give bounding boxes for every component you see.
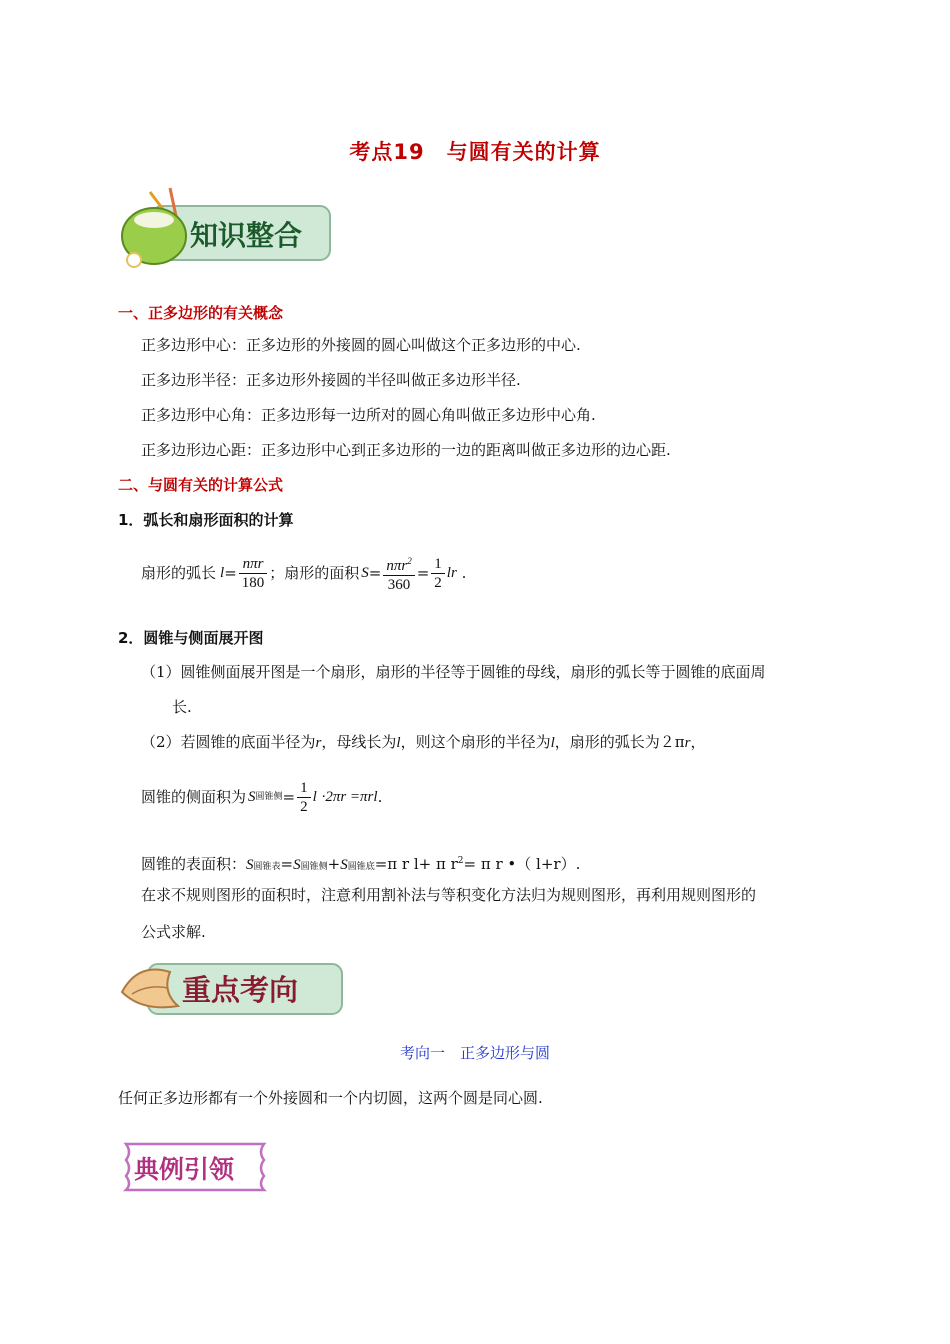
area-fraction [383, 552, 414, 594]
area-label: ；扇形的面积 [269, 564, 360, 582]
area-tail: lr [446, 565, 457, 581]
knowledge-banner [118, 186, 334, 272]
section1-heading: 一、正多边形的有关概念 [118, 304, 284, 322]
arc-denominator: 180 [241, 574, 265, 591]
arc-area-formula: 扇形的弧长 l = $\frac{\text{nπr}}{180}$ ；扇形的面积 S = $\frac{n\pi r^2}{360}$ = $\frac{1}{2}$ lr . [141, 550, 466, 596]
section2-sub1: 1．弧长和扇形面积的计算 [118, 511, 294, 529]
lateral-subscript: 圆锥侧 [255, 792, 283, 802]
section1-line: 正多边形中心：正多边形的外接圆的圆心叫做这个正多边形的中心. [141, 336, 581, 354]
cone-paragraph-1-cont: 长. [172, 698, 192, 716]
lateral-label: 圆锥的侧面积为 [141, 788, 247, 806]
focus1-text: 任何正多边形都有一个外接圆和一个内切圆，这两个圆是同心圆. [118, 1089, 543, 1107]
arc-fraction [239, 555, 268, 592]
cone-paragraph-3-cont: 公式求解. [141, 923, 206, 941]
cone-paragraph-1: （1）圆锥侧面展开图是一个扇形，扇形的半径等于圆锥的母线，扇形的弧长等于圆锥的底面周 [141, 663, 766, 681]
section1-line: 正多边形边心距：正多边形中心到正多边形的一边的距离叫做正多边形的边心距. [141, 441, 671, 459]
lateral-tail: ·2πr =πrl [321, 789, 378, 805]
arc-numerator: nπr [239, 555, 268, 574]
arc-var: l [220, 565, 225, 581]
section1-line: 正多边形中心角：正多边形每一边所对的圆心角叫做正多边形中心角. [141, 406, 596, 424]
section2-heading: 二、与圆有关的计算公式 [118, 476, 284, 494]
half-numerator: 1 [431, 555, 445, 574]
lateral-fraction: $\frac{1}{2}$ [297, 779, 311, 816]
page-title: 考点19 与圆有关的计算 [349, 140, 601, 164]
cone-paragraph-3: 在求不规则图形的面积时，注意利用割补法与等积变化方法归为规则图形，再利用规则图形的 [141, 886, 757, 904]
example-banner [118, 1138, 272, 1196]
focus1-heading: 考向一 正多边形与圆 [399, 1044, 550, 1062]
area-denominator: 360 [387, 577, 411, 593]
surface-area-formula: 圆锥的表面积：S圆锥表=S圆锥侧+S圆锥底=π r l+ π $r^2= \pi$ r •（ l+r）. [141, 855, 581, 873]
section1-line: 正多边形半径：正多边形外接圆的半径叫做正多边形半径. [141, 371, 521, 389]
section2-sub2: 2．圆锥与侧面展开图 [118, 629, 264, 647]
half-fraction [431, 555, 445, 592]
lateral-area-formula: 圆锥的侧面积为 S 圆锥侧 = $\frac{1}{2}$ l ·2πr =πrl . [141, 779, 383, 815]
half-denominator: 2 [434, 574, 442, 591]
area-var: S [361, 565, 369, 581]
cone-paragraph-2: （2）若圆锥的底面半径为r，母线长为l，则这个扇形的半径为l，扇形的弧长为２πr， [141, 733, 706, 751]
knowledge-banner-text: 知识整合 [190, 219, 303, 252]
focus-banner [118, 958, 346, 1018]
arc-label: 扇形的弧长 [141, 564, 217, 582]
example-banner-text: 典例引领 [134, 1155, 235, 1184]
area-numerator: nπr$^2$ [383, 552, 414, 576]
focus-banner-text: 重点考向 [182, 973, 299, 1007]
